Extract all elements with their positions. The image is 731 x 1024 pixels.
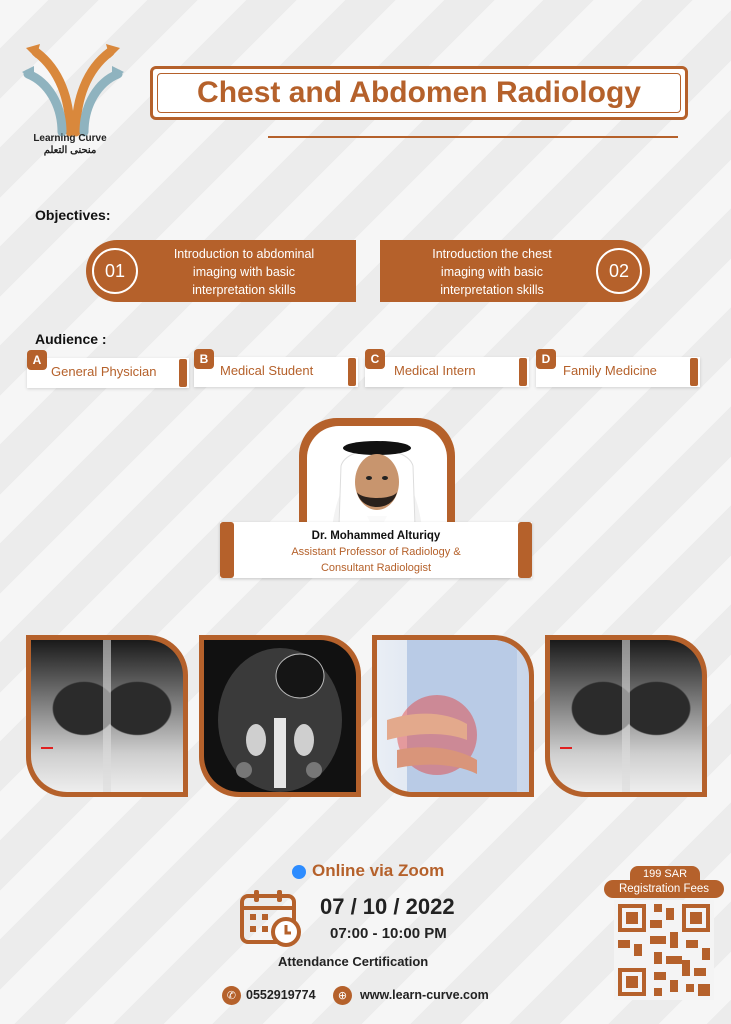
audience-item-b-bar [348,358,356,386]
attendance-certification: Attendance Certification [278,954,429,969]
audience-item-d [536,357,700,387]
audience-item-b [194,357,358,387]
image-chest-xray-1 [26,635,188,797]
audience-item-d-badge: D [536,349,556,369]
audience-label: Audience : [35,331,107,347]
online-zoom-label: Online via Zoom [312,861,445,880]
audience-item-c [365,357,529,387]
objective-2-line-3: interpretation skills [440,283,544,297]
event-time: 07:00 - 10:00 PM [330,925,447,942]
registration-qr-code[interactable] [614,900,714,1000]
image-abdomen-ct [199,635,361,797]
brand-name [20,133,120,157]
objective-1-line-1: Introduction to abdominal [173,247,315,261]
fee-amount: 199 SAR [630,866,700,882]
objective-1-number: 01 [92,248,138,294]
speaker-card-left-bar [220,522,234,578]
audience-item-d-bar [690,358,698,386]
audience-item-c-label: Medical Intern [394,363,476,378]
speaker-name: Dr. Mohammed Alturiqy [311,530,441,542]
audience-item-c-bar [519,358,527,386]
audience-item-d-label: Family Medicine [563,363,657,378]
audience-item-a-badge: A [27,350,47,370]
objective-1 [86,240,356,302]
audience-item-b-badge: B [194,349,214,369]
objectives-label: Objectives: [35,207,111,223]
objective-2-line-1: Introduction the chest [432,247,552,261]
objective-1-line-2: imaging with basic [192,265,296,279]
brand-name-en: Learning Curve [33,133,107,144]
globe-icon: ⊕ [333,986,352,1005]
image-abdominal-pain [372,635,534,797]
image-chest-xray-2 [545,635,707,797]
audience-item-a-label: General Physician [51,364,157,379]
contact-phone[interactable]: 0552919774 [246,988,316,1002]
objective-1-line-3: interpretation skills [192,283,296,297]
objective-2-line-2: imaging with basic [440,265,544,279]
objective-2 [380,240,650,302]
audience-item-a-bar [179,359,187,387]
objective-2-number: 02 [596,248,642,294]
speaker-title-line-2: Consultant Radiologist [320,562,432,574]
speaker-card-right-bar [518,522,532,578]
event-date: 07 / 10 / 2022 [320,894,455,919]
zoom-icon [292,865,306,879]
audience-item-b-label: Medical Student [220,363,314,378]
speaker-photo [307,426,447,536]
calendar-icon [240,888,302,948]
whatsapp-icon: ✆ [222,986,241,1005]
brand-name-ar: منحنى التعلم [43,145,97,156]
audience-item-a [27,358,189,388]
online-zoom [292,861,462,881]
contact-website[interactable]: www.learn-curve.com [360,988,489,1002]
page-title: Chest and Abdomen Radiology [197,76,641,109]
audience-item-c-badge: C [365,349,385,369]
title-divider [268,136,678,138]
speaker-title-line-1: Assistant Professor of Radiology & [291,546,461,558]
fee-label: Registration Fees [604,880,724,898]
